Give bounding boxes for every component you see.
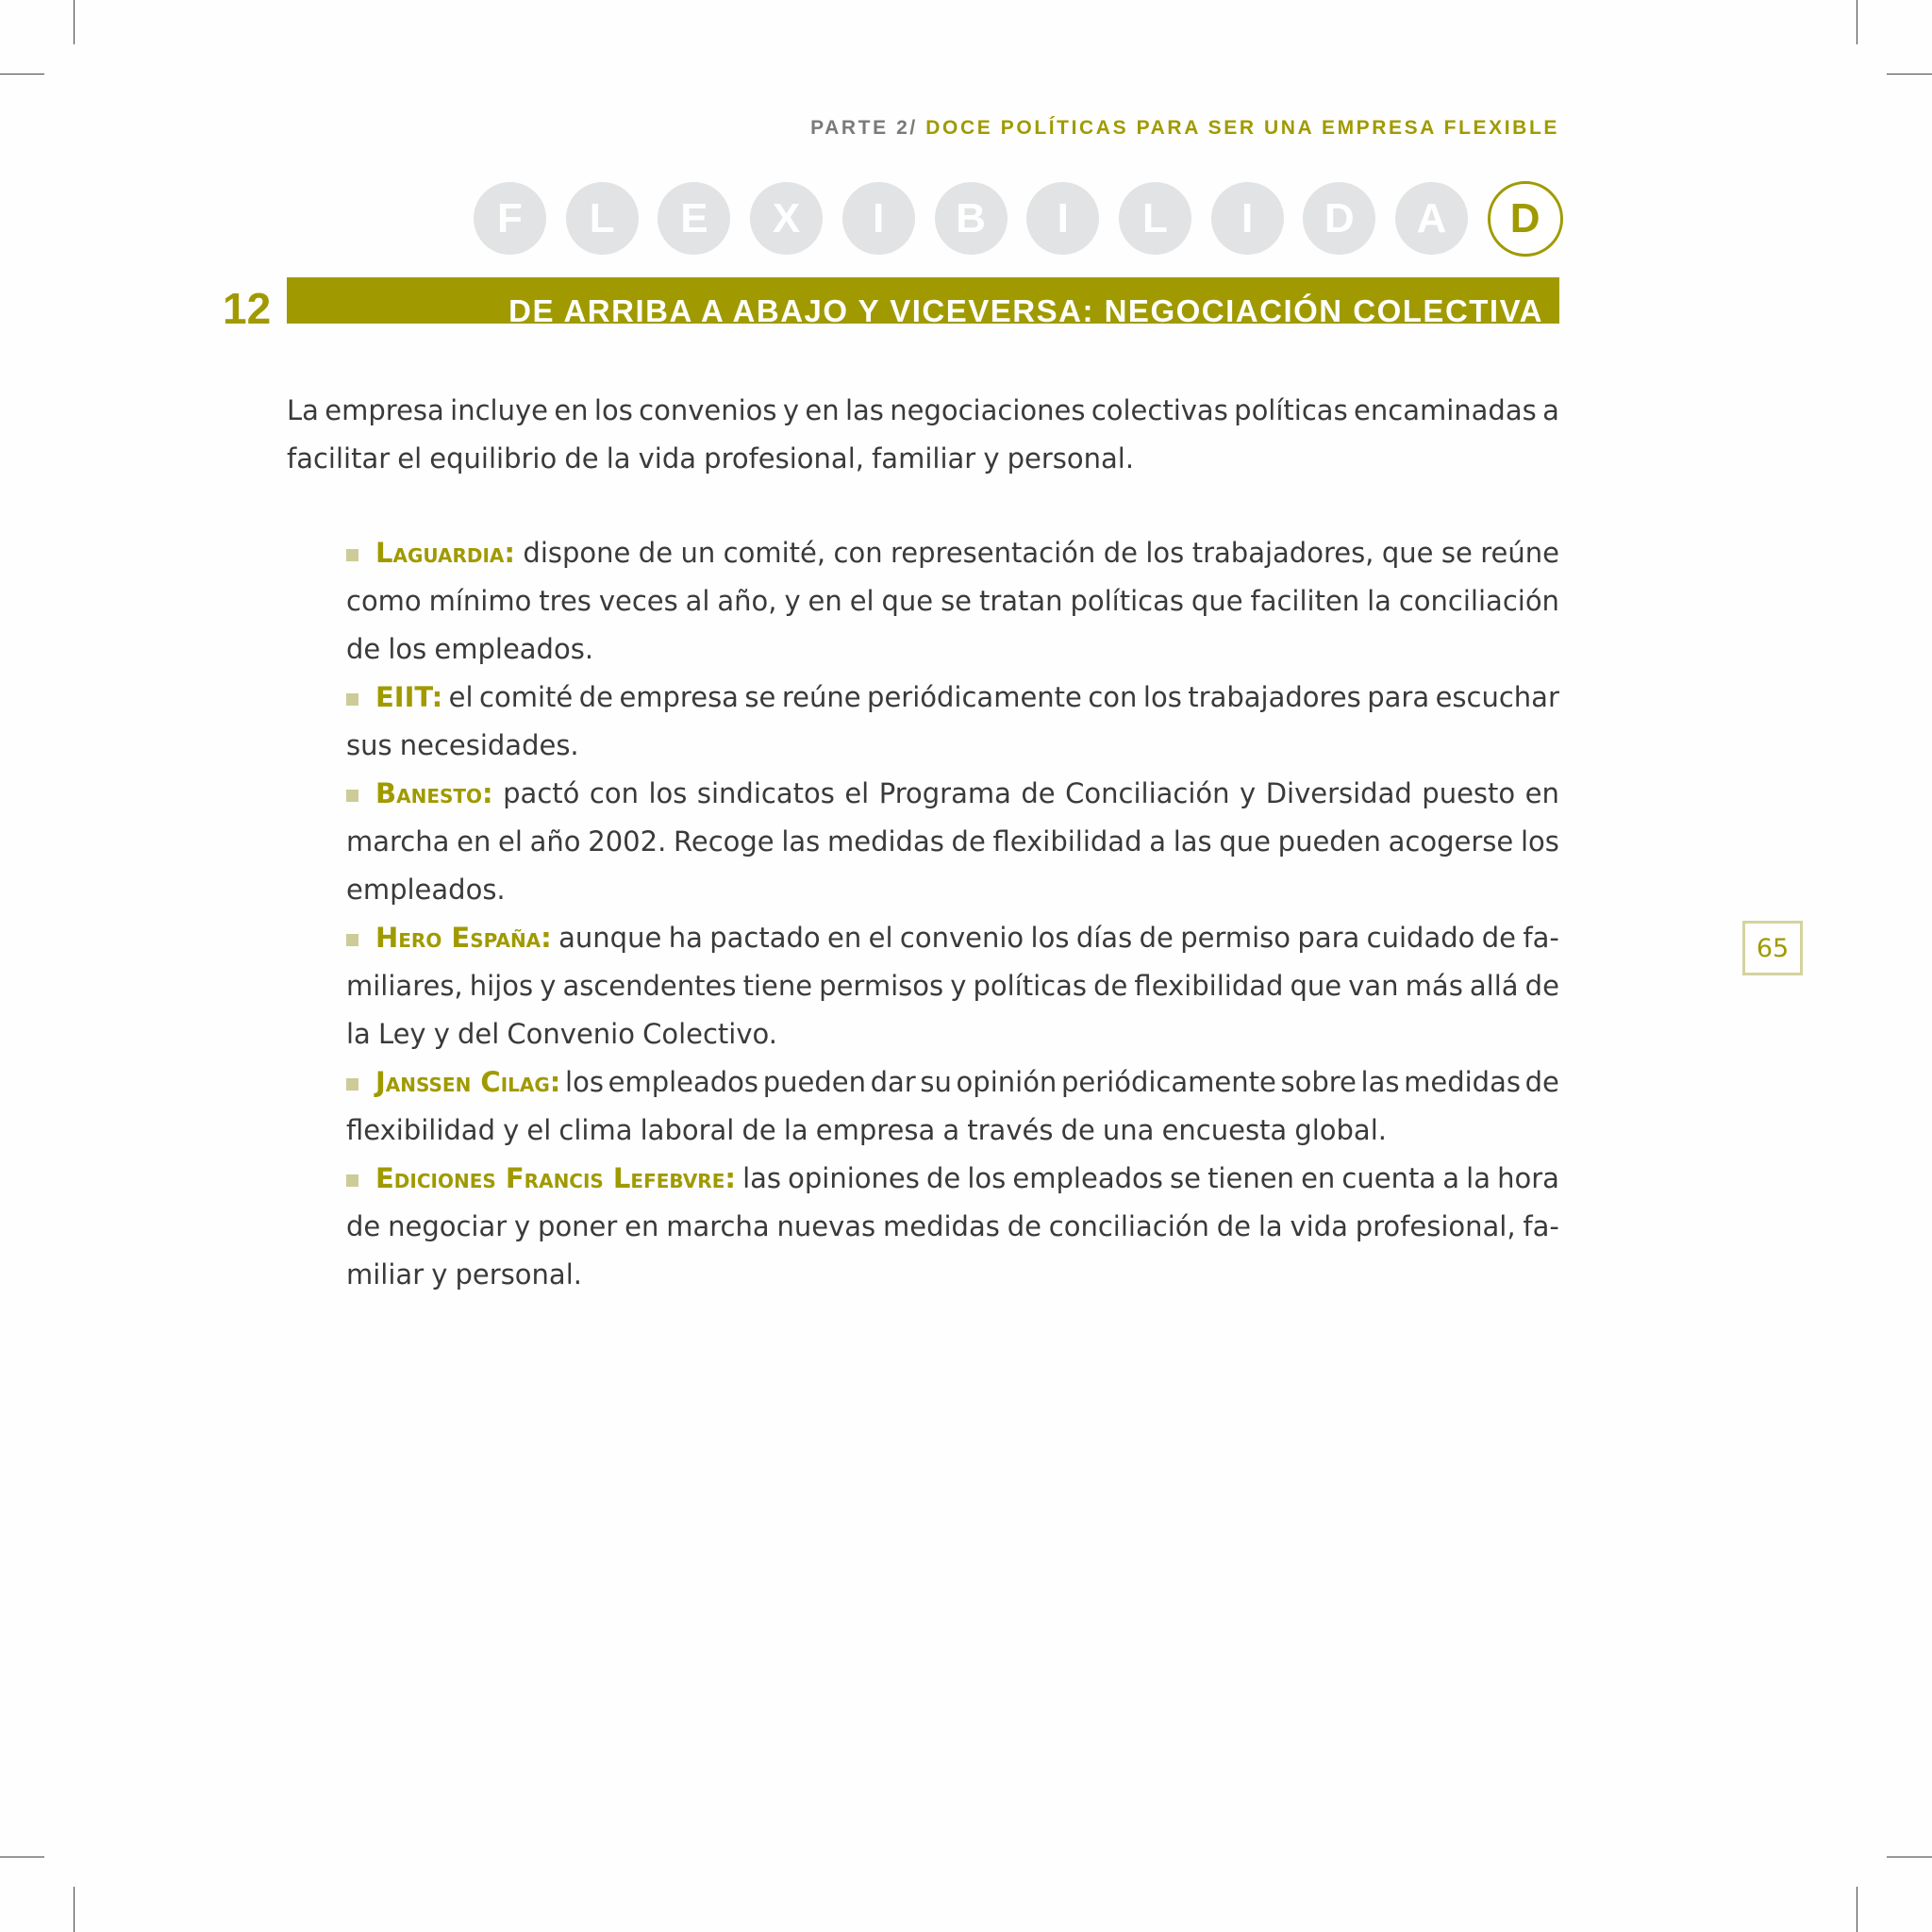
list-item-line: EIIT: el comité de empresa se reúne periódicamente con los trabajadores para escuchar <box>346 674 1559 722</box>
list-item-line: miliares, hijos y ascendentes tiene permisos y políticas de flexibilidad que van más allá de <box>346 970 1559 1002</box>
letter-circle: D <box>1488 181 1563 257</box>
examples-list <box>346 529 1559 1299</box>
list-item-line: de negociar y poner en marcha nuevas medidas de conciliación de la vida profesional, fa- <box>346 1210 1559 1242</box>
company-name: Banesto: <box>375 777 493 809</box>
bullet-square-icon <box>346 1078 358 1091</box>
bullet-square-icon <box>346 790 358 802</box>
letter-circle: F <box>474 182 546 255</box>
crop-mark <box>0 74 44 75</box>
list-item-line: Banesto: pactó con los sindicatos el Programa de Conciliación y Diversidad puesto en <box>346 770 1559 818</box>
bullet-square-icon <box>346 934 358 946</box>
company-name: Laguardia: <box>375 537 515 569</box>
crop-mark <box>74 0 75 44</box>
policy-title: DE ARRIBA A ABAJO Y VICEVERSA: NEGOCIACIÓN COLECTIVA <box>508 293 1543 324</box>
list-item-line: sus necesidades. <box>346 729 579 761</box>
text-line: La empresa incluye en los convenios y en las negociaciones colectivas políticas encaminadas a <box>287 394 1559 426</box>
intro-paragraph <box>287 387 1559 483</box>
header-part: PARTE 2/ <box>810 117 918 139</box>
company-name: Janssen Cilag: <box>375 1066 561 1098</box>
crop-mark <box>74 1887 75 1932</box>
running-header <box>810 117 1559 140</box>
list-item-line: flexibilidad y el clima laboral de la empresa a través de una encuesta global. <box>346 1114 1387 1146</box>
page-number: 65 <box>1742 921 1803 975</box>
letter-circle: D <box>1303 182 1375 255</box>
letter-circle: L <box>1119 182 1191 255</box>
list-item-line: de los empleados. <box>346 633 594 665</box>
policy-number: 12 <box>223 284 272 333</box>
list-item-line: Ediciones Francis Lefebvre: las opiniones de los empleados se tienen en cuenta a la hora <box>346 1155 1559 1203</box>
list-item-line: la Ley y del Convenio Colectivo. <box>346 1018 777 1050</box>
list-item-line: marcha en el año 2002. Recoge las medidas de flexibilidad a las que pueden acogerse los <box>346 825 1559 858</box>
company-name: Ediciones Francis Lefebvre: <box>375 1162 736 1194</box>
company-name: Hero España: <box>375 922 552 954</box>
list-item-line: Janssen Cilag: los empleados pueden dar su opinión periódicamente sobre las medidas de <box>346 1058 1559 1107</box>
header-section: DOCE POLÍTICAS PARA SER UNA EMPRESA FLEXIBLE <box>925 117 1559 139</box>
list-item-line: empleados. <box>346 874 506 906</box>
list-item-line: miliar y personal. <box>346 1258 582 1291</box>
letter-circle: I <box>1211 182 1284 255</box>
list-item-line: Hero España: aunque ha pactado en el convenio los días de permiso para cuidado de fa- <box>346 914 1559 962</box>
bullet-square-icon <box>346 1174 358 1187</box>
letter-circle: E <box>658 182 730 255</box>
list-item-line: como mínimo tres veces al año, y en el que se tratan políticas que faciliten la conciliación <box>346 585 1559 617</box>
letter-circle: I <box>842 182 915 255</box>
bullet-square-icon <box>346 549 358 561</box>
company-name: EIIT: <box>375 681 443 713</box>
text-line: facilitar el equilibrio de la vida profesional, familiar y personal. <box>287 442 1135 475</box>
letter-circle: I <box>1026 182 1099 255</box>
policy-title-band <box>287 277 1559 324</box>
bullet-square-icon <box>346 693 358 706</box>
letter-circle: X <box>750 182 823 255</box>
letter-circle: L <box>566 182 639 255</box>
crop-mark <box>1887 74 1932 75</box>
letter-circle: A <box>1395 182 1468 255</box>
letter-circle: B <box>935 182 1008 255</box>
list-item-line: Laguardia: dispone de un comité, con representación de los trabajadores, que se reúne <box>346 529 1559 577</box>
